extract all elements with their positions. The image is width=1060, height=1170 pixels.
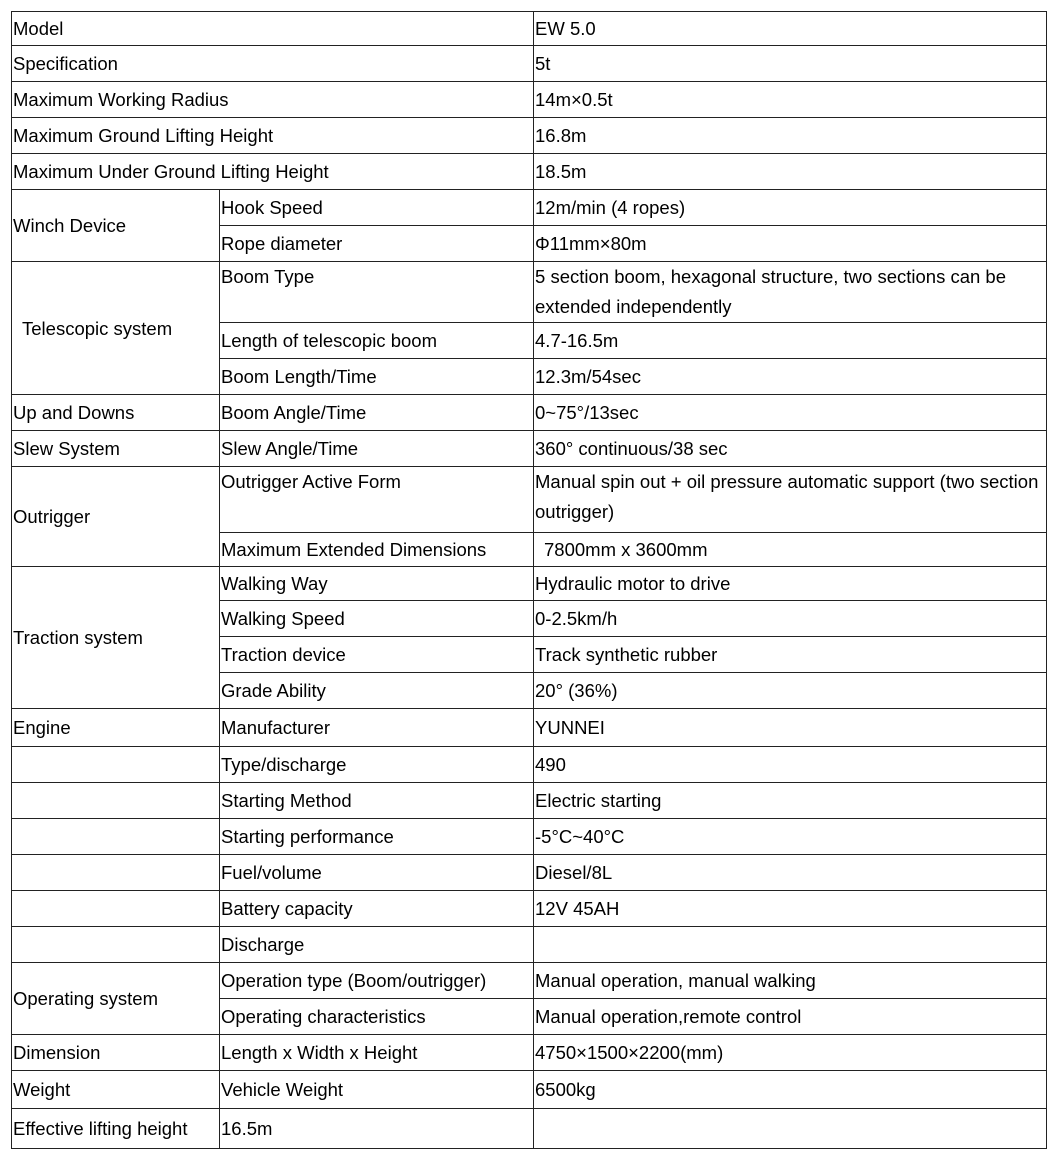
row-value: Diesel/8L xyxy=(534,855,1047,891)
row-label: Manufacturer xyxy=(220,709,534,747)
row-value: 18.5m xyxy=(534,154,1047,190)
empty-cell xyxy=(534,1109,1047,1149)
table-row xyxy=(12,46,1047,82)
group-label-outrigger: Outrigger xyxy=(12,467,220,567)
row-label: Outrigger Active Form xyxy=(220,467,534,533)
table-row xyxy=(12,1071,1047,1109)
row-value: 16.5m xyxy=(220,1109,534,1149)
group-label-updown: Up and Downs xyxy=(12,395,220,431)
row-label: Walking Way xyxy=(220,567,534,601)
row-value: 12m/min (4 ropes) xyxy=(534,190,1047,226)
group-label-operating: Operating system xyxy=(12,963,220,1035)
row-label: Starting Method xyxy=(220,783,534,819)
row-label: Walking Speed xyxy=(220,601,534,637)
row-value: Manual spin out + oil pressure automatic support (two section outrigger) xyxy=(534,467,1047,533)
table-row xyxy=(12,395,1047,431)
row-value: 360° continuous/38 sec xyxy=(534,431,1047,467)
group-label-dimension: Dimension xyxy=(12,1035,220,1071)
table-row xyxy=(12,747,1047,783)
row-label: Boom Length/Time xyxy=(220,359,534,395)
row-value: Track synthetic rubber xyxy=(534,637,1047,673)
row-label: Boom Type xyxy=(220,262,534,323)
row-label: Slew Angle/Time xyxy=(220,431,534,467)
row-label: Rope diameter xyxy=(220,226,534,262)
table-row xyxy=(12,12,1047,46)
table-row xyxy=(12,891,1047,927)
group-label-traction: Traction system xyxy=(12,567,220,709)
table-row xyxy=(12,927,1047,963)
row-label: Maximum Extended Dimensions xyxy=(220,533,534,567)
row-label: Starting performance xyxy=(220,819,534,855)
row-value: YUNNEI xyxy=(534,709,1047,747)
row-value: 5 section boom, hexagonal structure, two sections can be extended independently xyxy=(534,262,1047,323)
row-value: Manual operation, manual walking xyxy=(534,963,1047,999)
row-label: Grade Ability xyxy=(220,673,534,709)
row-label: Length of telescopic boom xyxy=(220,323,534,359)
row-value: 14m×0.5t xyxy=(534,82,1047,118)
row-value: 6500kg xyxy=(534,1071,1047,1109)
row-value: EW 5.0 xyxy=(534,12,1047,46)
row-value: Electric starting xyxy=(534,783,1047,819)
row-value: 20° (36%) xyxy=(534,673,1047,709)
row-value: 5t xyxy=(534,46,1047,82)
row-value: 16.8m xyxy=(534,118,1047,154)
row-label: Maximum Ground Lifting Height xyxy=(12,118,534,154)
table-row xyxy=(12,819,1047,855)
row-label: Operating characteristics xyxy=(220,999,534,1035)
row-label: Specification xyxy=(12,46,534,82)
row-label: Vehicle Weight xyxy=(220,1071,534,1109)
row-label: Discharge xyxy=(220,927,534,963)
row-value: 0-2.5km/h xyxy=(534,601,1047,637)
row-value xyxy=(534,927,1047,963)
row-label: Battery capacity xyxy=(220,891,534,927)
row-value: Φ11mm×80m xyxy=(534,226,1047,262)
group-label-winch: Winch Device xyxy=(12,190,220,262)
row-value: -5°C~40°C xyxy=(534,819,1047,855)
spec-table xyxy=(11,11,1047,1149)
row-value: 490 xyxy=(534,747,1047,783)
row-label: Model xyxy=(12,12,534,46)
row-value: 4.7-16.5m xyxy=(534,323,1047,359)
table-row xyxy=(12,709,1047,747)
row-label: Fuel/volume xyxy=(220,855,534,891)
row-value: Manual operation,remote control xyxy=(534,999,1047,1035)
table-row xyxy=(12,855,1047,891)
row-label: Maximum Under Ground Lifting Height xyxy=(12,154,534,190)
table-row xyxy=(12,963,1047,999)
row-label: Operation type (Boom/outrigger) xyxy=(220,963,534,999)
empty-cell xyxy=(12,891,220,927)
empty-cell xyxy=(12,747,220,783)
row-value: 4750×1500×2200(mm) xyxy=(534,1035,1047,1071)
row-value: Hydraulic motor to drive xyxy=(534,567,1047,601)
row-value: 7800mm x 3600mm xyxy=(534,533,1047,567)
table-row xyxy=(12,431,1047,467)
empty-cell xyxy=(12,927,220,963)
table-row xyxy=(12,467,1047,533)
table-row xyxy=(12,154,1047,190)
group-label-effective: Effective lifting height xyxy=(12,1109,220,1149)
group-label-weight: Weight xyxy=(12,1071,220,1109)
row-value: 12V 45AH xyxy=(534,891,1047,927)
row-label: Type/discharge xyxy=(220,747,534,783)
table-row xyxy=(12,1109,1047,1149)
empty-cell xyxy=(12,783,220,819)
row-label: Hook Speed xyxy=(220,190,534,226)
table-row xyxy=(12,1035,1047,1071)
group-label-slew: Slew System xyxy=(12,431,220,467)
empty-cell xyxy=(12,855,220,891)
row-label: Length x Width x Height xyxy=(220,1035,534,1071)
table-row xyxy=(12,262,1047,323)
row-value: 12.3m/54sec xyxy=(534,359,1047,395)
group-label-engine: Engine xyxy=(12,709,220,747)
row-value: 0~75°/13sec xyxy=(534,395,1047,431)
table-row xyxy=(12,783,1047,819)
row-label: Traction device xyxy=(220,637,534,673)
table-row xyxy=(12,82,1047,118)
empty-cell xyxy=(12,819,220,855)
group-label-telescopic: Telescopic system xyxy=(12,262,220,395)
table-row xyxy=(12,118,1047,154)
table-row xyxy=(12,190,1047,226)
row-label: Maximum Working Radius xyxy=(12,82,534,118)
table-row xyxy=(12,567,1047,601)
row-label: Boom Angle/Time xyxy=(220,395,534,431)
